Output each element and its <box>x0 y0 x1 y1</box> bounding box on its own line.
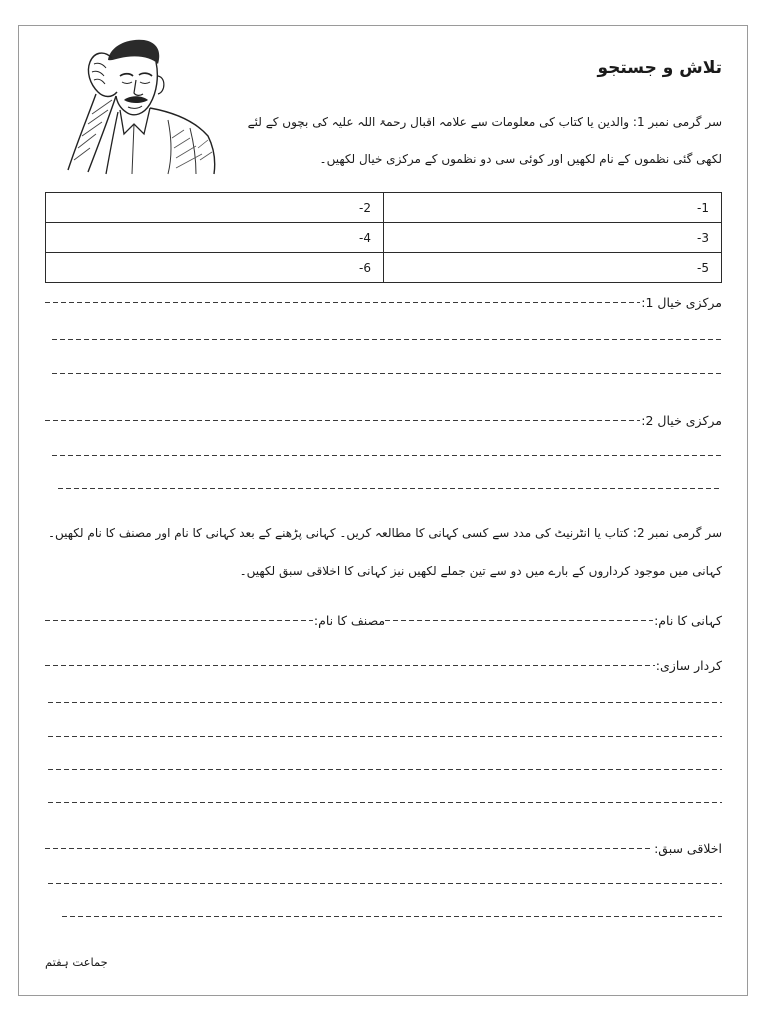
main-idea-2-label: مرکزی خیال 2: <box>641 412 722 428</box>
answer-line <box>48 802 722 803</box>
activity-1-instructions: سر گرمی نمبر 1: والدین یا کتاب کی معلومات سے علامہ اقبال رحمۃ اللہ علیہ کی بچوں کے لئے لکھی گئی نظموں کے نام لکھیں اور کوئی سی دو نظموں کے مرکزی خیال لکھیں۔ <box>247 115 722 166</box>
table-cell: 5- <box>384 253 722 283</box>
table-row <box>46 253 722 283</box>
portrait-illustration <box>60 36 220 176</box>
answer-line <box>58 488 722 489</box>
page-title: تلاش و جستجو <box>597 58 722 78</box>
answer-line <box>48 769 722 770</box>
table-row <box>46 193 722 223</box>
poem-names-table <box>45 192 722 283</box>
answer-line <box>52 455 722 456</box>
table-cell: 1- <box>384 193 722 223</box>
activity-2-instructions: سر گرمی نمبر 2: کتاب یا انٹرنیٹ کی مدد سے کسی کہانی کا مطالعہ کریں۔ کہانی پڑھنے کے بعد کہانی کا نام اور مصنف کا نام لکھیں۔ کہانی میں موجود کرداروں کے بارے میں دو سے تین جملے لکھیں نیز کہانی کا اخلاقی سبق لکھیں۔ <box>47 526 722 578</box>
story-name-label: کہانی کا نام: <box>654 612 722 628</box>
main-idea-2-row <box>45 408 722 432</box>
main-idea-1-label: مرکزی خیال 1: <box>641 294 722 310</box>
table-cell: 2- <box>46 193 384 223</box>
answer-line <box>45 848 653 849</box>
answer-line <box>48 883 722 884</box>
answer-line <box>52 339 722 340</box>
author-name-label: مصنف کا نام: <box>313 612 386 628</box>
answer-line <box>45 302 640 303</box>
table-cell: 4- <box>46 223 384 253</box>
characterization-label: کردار سازی: <box>655 657 722 673</box>
answer-line <box>45 665 655 666</box>
class-label: جماعت ہفتم <box>45 955 108 969</box>
answer-line <box>45 420 640 421</box>
answer-line <box>62 916 722 917</box>
answer-line <box>48 702 722 703</box>
answer-line <box>48 736 722 737</box>
answer-line <box>52 373 722 374</box>
moral-lesson-label: اخلاقی سبق: <box>654 840 722 856</box>
moral-lesson-row <box>45 836 722 860</box>
table-cell: 3- <box>384 223 722 253</box>
main-idea-1-row <box>45 290 722 314</box>
answer-line <box>385 620 653 621</box>
story-name-row <box>45 608 722 632</box>
table-row <box>46 223 722 253</box>
characterization-row <box>45 653 722 677</box>
answer-line <box>45 620 313 621</box>
table-cell: 6- <box>46 253 384 283</box>
